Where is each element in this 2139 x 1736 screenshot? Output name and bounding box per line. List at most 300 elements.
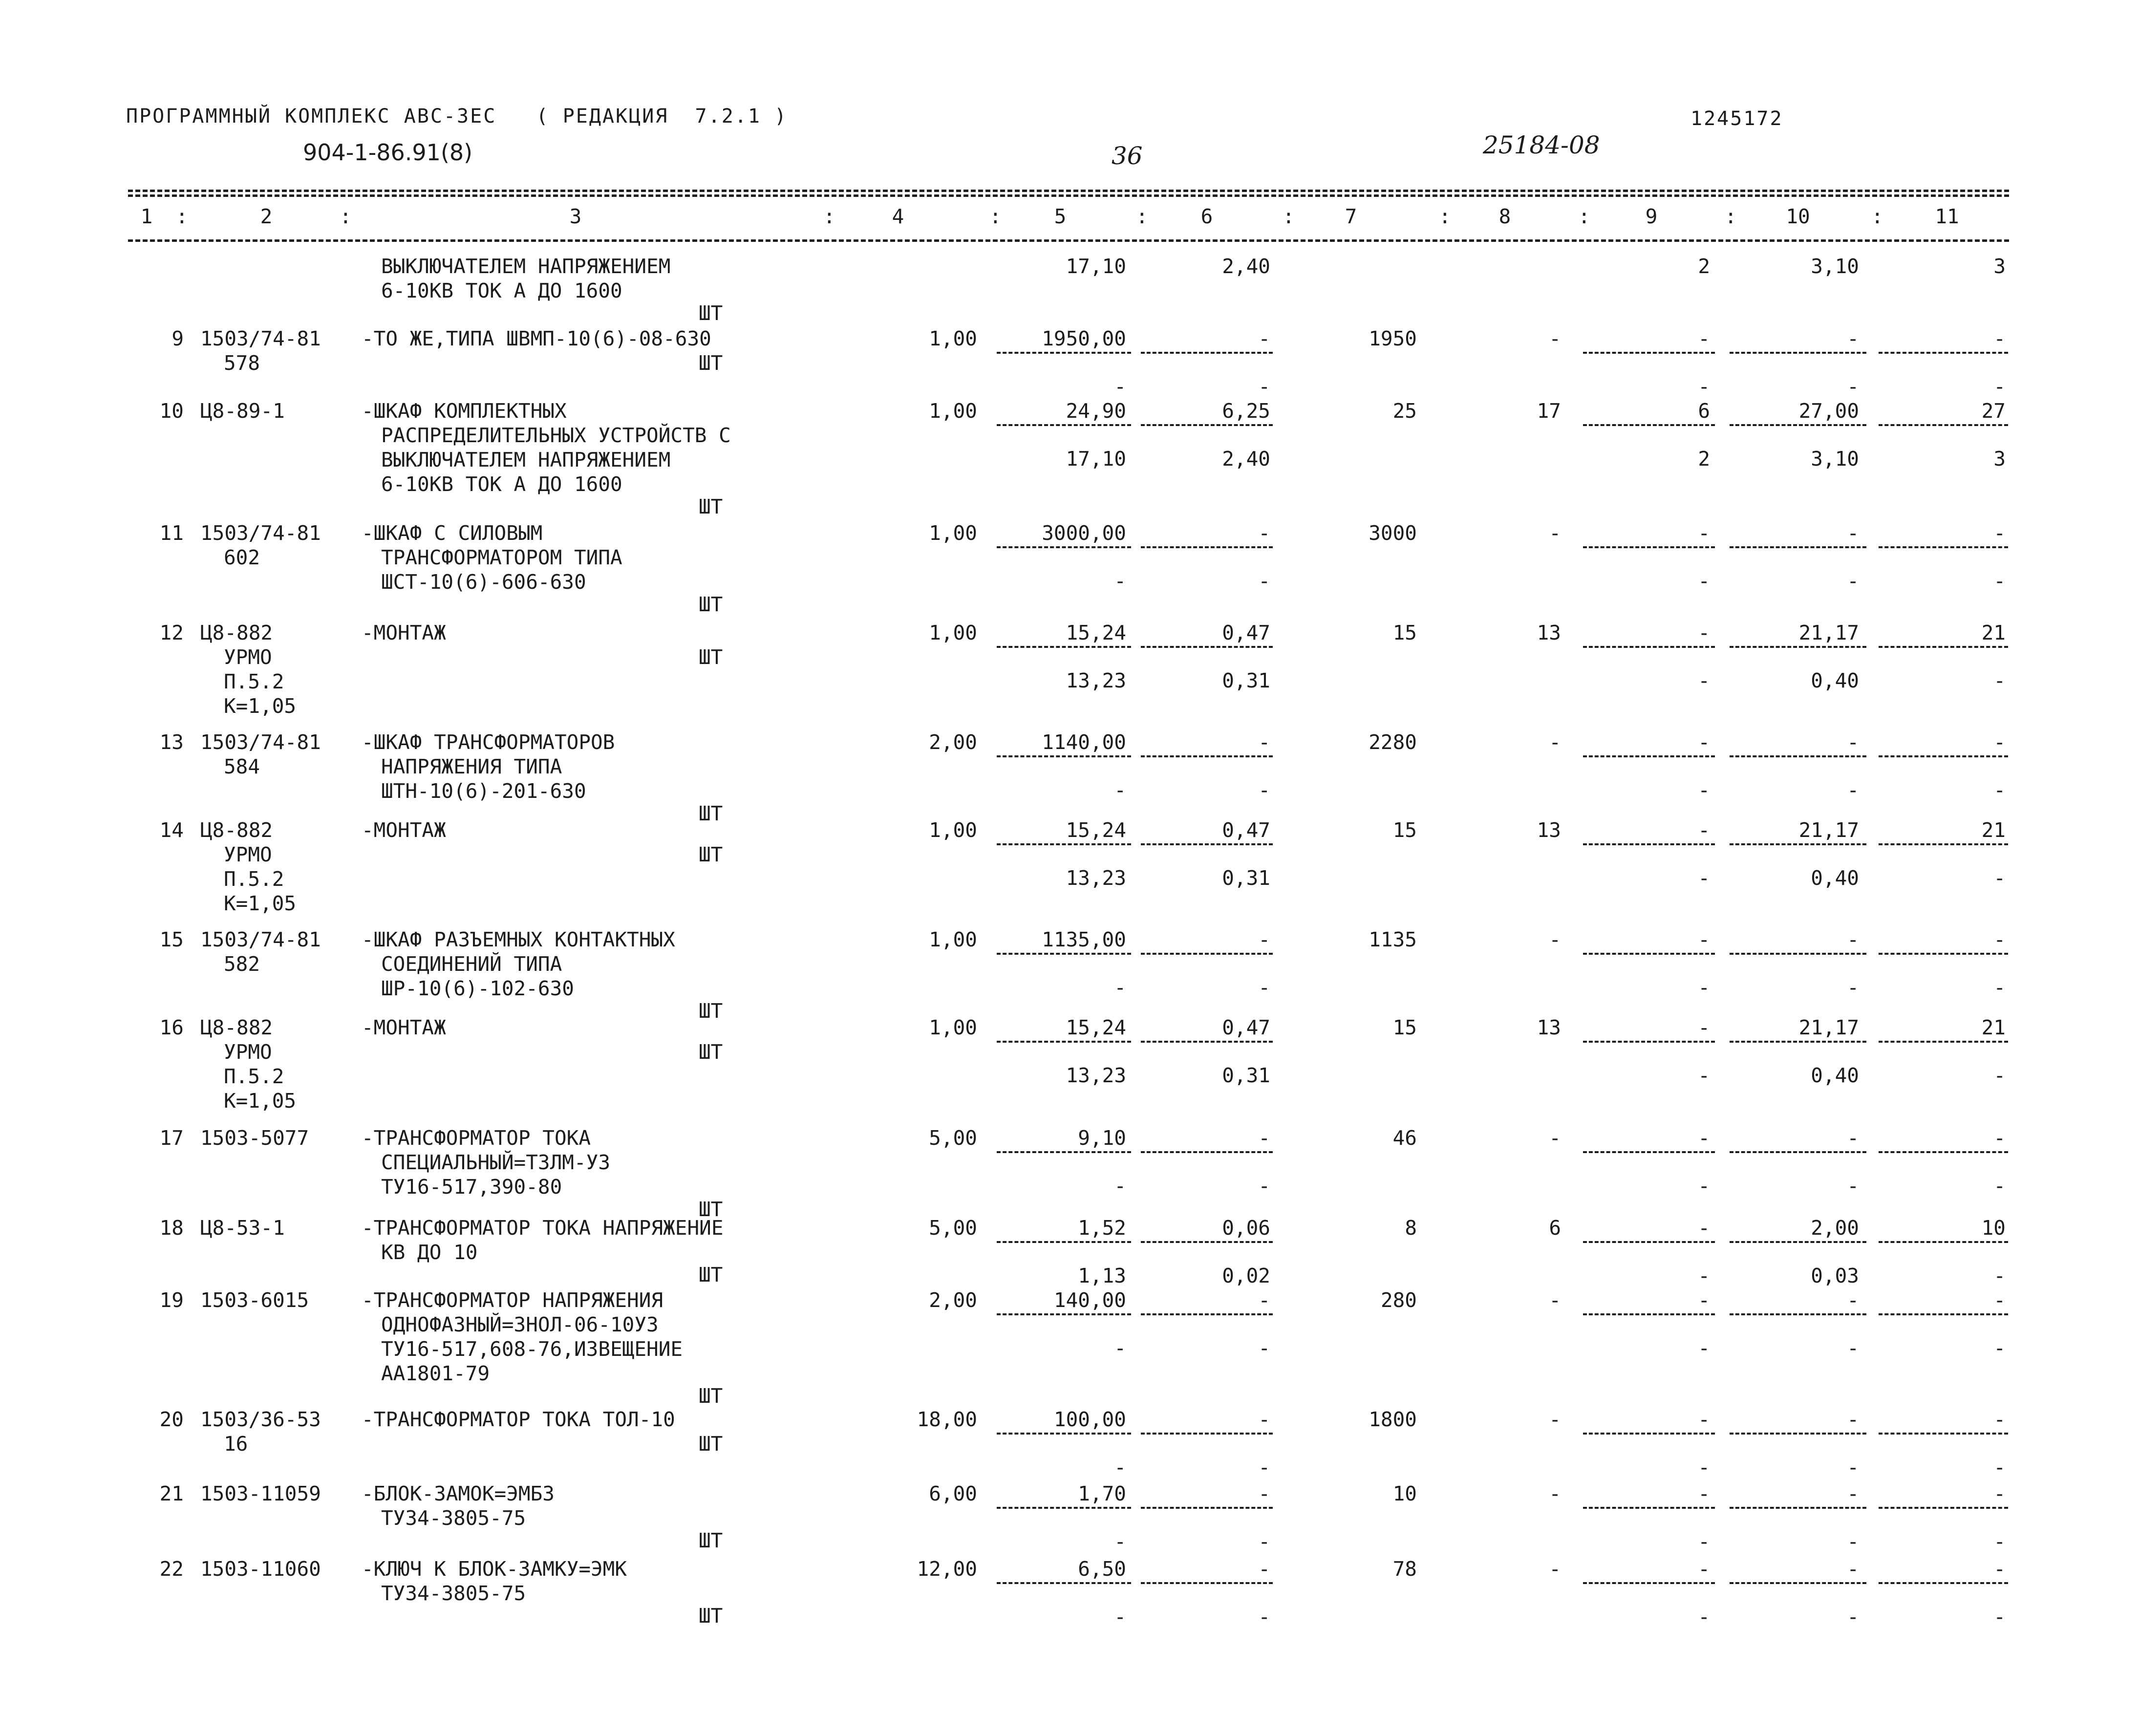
cell-unit-cost-sub: - — [1114, 1336, 1126, 1360]
cell-divider — [1730, 1507, 1866, 1509]
cell-unit-cost: 140,00 — [1053, 1288, 1126, 1312]
cell-labor-total: - — [1993, 1482, 2006, 1505]
cell-wage-cost-sub: - — [1258, 1530, 1270, 1553]
row-number: 11 — [159, 521, 184, 545]
cell-divider — [1879, 646, 2008, 648]
cell-labor-unit: - — [1847, 1482, 1859, 1505]
cell-labor-total-sub: 3 — [1993, 447, 2006, 471]
row-description: -КЛЮЧ К БЛОК-ЗАМКУ=ЭМК — [362, 1557, 627, 1581]
cell-labor-unit: - — [1847, 521, 1859, 545]
cell-divider — [1583, 953, 1715, 955]
row-unit: ШТ — [699, 1040, 723, 1064]
row-code: УРМО — [224, 843, 272, 866]
column-header-6: 6 — [1200, 205, 1213, 228]
cell-wage-cost: - — [1258, 1557, 1270, 1581]
row-code: Ц8-53-1 — [200, 1216, 285, 1240]
cell-divider — [997, 1507, 1131, 1509]
row-code: 584 — [224, 755, 260, 778]
column-header-10: 10 — [1786, 205, 1810, 228]
cell-total-wage: - — [1549, 1482, 1561, 1505]
cell-labor-sub: - — [1698, 976, 1710, 999]
cell-labor: - — [1698, 1126, 1710, 1150]
cell-labor-total: - — [1993, 1288, 2006, 1312]
row-code: 1503/74-81 — [200, 928, 321, 951]
cell-labor-total: - — [1993, 1126, 2006, 1150]
row-description: -ТРАНСФОРМАТОР НАПРЯЖЕНИЯ — [362, 1288, 663, 1312]
cell-total-wage: - — [1549, 1408, 1561, 1431]
cell-divider — [997, 352, 1131, 354]
cell-divider — [1141, 1433, 1273, 1435]
row-code: К=1,05 — [224, 1089, 297, 1113]
row-unit: ШТ — [699, 495, 723, 518]
row-unit: ШТ — [699, 999, 723, 1023]
cell-unit-cost: 1,52 — [1078, 1216, 1126, 1240]
cell-divider — [1730, 1313, 1866, 1315]
cell-unit-cost-sub: - — [1114, 569, 1126, 593]
column-separator: : — [989, 205, 1002, 228]
cell-labor-total-sub: - — [1993, 1264, 2006, 1287]
cell-divider — [1583, 1241, 1715, 1243]
cell-total-cost: 25 — [1392, 399, 1417, 423]
cell-labor-total: - — [1993, 1557, 2006, 1581]
row-code: 16 — [224, 1432, 248, 1456]
cell-total-wage: - — [1549, 730, 1561, 754]
cell-divider — [1730, 424, 1866, 426]
cell-divider — [1583, 1151, 1715, 1153]
row-code: Ц8-89-1 — [200, 399, 285, 423]
cell-wage-cost: 0,47 — [1222, 621, 1270, 644]
cell-quantity: 5,00 — [929, 1216, 977, 1240]
header-rule-bottom — [128, 239, 2009, 242]
cell-labor-sub: - — [1698, 1264, 1710, 1287]
cell-labor: - — [1698, 327, 1710, 350]
cell-labor-total: 21 — [1981, 1016, 2006, 1039]
cell-divider — [1879, 352, 2008, 354]
row-code: К=1,05 — [224, 892, 297, 915]
cell-total-wage: - — [1549, 1557, 1561, 1581]
cell-wage-cost-sub: 2,40 — [1222, 255, 1270, 278]
cell-total-cost: 1950 — [1369, 327, 1417, 350]
cell-labor-total-sub: - — [1993, 1605, 2006, 1629]
cell-labor: - — [1698, 1482, 1710, 1505]
row-number: 20 — [159, 1408, 184, 1431]
row-description: ОДНОФАЗНЫЙ=ЗНОЛ-06-10У3 — [381, 1313, 659, 1336]
cell-labor-sub: 2 — [1698, 447, 1710, 471]
program-title: ПРОГРАММНЫЙ КОМПЛЕКС АВС-3ЕС ( РЕДАКЦИЯ 7.2.1 ) — [126, 105, 788, 128]
page-number: 36 — [1112, 142, 1143, 170]
cell-quantity: 1,00 — [929, 621, 977, 644]
cell-labor-unit-sub: - — [1847, 375, 1859, 398]
cell-labor: - — [1698, 1557, 1710, 1581]
cell-wage-cost: - — [1258, 327, 1270, 350]
cell-labor: - — [1698, 730, 1710, 754]
row-code: П.5.2 — [224, 1065, 284, 1088]
row-unit: ШТ — [699, 645, 723, 669]
cell-total-cost: 1135 — [1369, 928, 1417, 951]
cell-unit-cost: 1140,00 — [1042, 730, 1126, 754]
cell-divider — [1583, 646, 1715, 648]
row-code: 1503-6015 — [200, 1288, 309, 1312]
cell-divider — [1141, 1151, 1273, 1153]
cell-total-cost: 280 — [1380, 1288, 1417, 1312]
cell-labor-unit-sub: - — [1847, 569, 1859, 593]
cell-labor-unit-sub: - — [1847, 976, 1859, 999]
cell-quantity: 1,00 — [929, 327, 977, 350]
header-rule-top — [128, 190, 2009, 192]
row-unit: ШТ — [699, 1198, 723, 1221]
cell-labor-total-sub: - — [1993, 669, 2006, 692]
cell-wage-cost: - — [1258, 521, 1270, 545]
row-description: -ШКАФ РАЗЪЕМНЫХ КОНТАКТНЫХ — [362, 928, 675, 951]
row-description: -ШКАФ КОМПЛЕКТНЫХ — [362, 399, 567, 423]
row-unit: ШТ — [699, 301, 723, 325]
row-description: СОЕДИНЕНИЙ ТИПА — [381, 952, 562, 976]
column-header-3: 3 — [569, 205, 582, 228]
row-number: 10 — [159, 399, 184, 423]
cell-total-wage: - — [1549, 1126, 1561, 1150]
cell-divider — [997, 1433, 1131, 1435]
row-unit: ШТ — [699, 351, 723, 375]
row-number: 16 — [159, 1016, 184, 1039]
cell-total-cost: 15 — [1392, 1016, 1417, 1039]
cell-labor-sub: - — [1698, 866, 1710, 890]
column-header-2: 2 — [260, 205, 273, 228]
row-description: -ТРАНСФОРМАТОР ТОКА НАПРЯЖЕНИЕ — [362, 1216, 724, 1240]
row-description: ШР-10(6)-102-630 — [381, 977, 574, 1000]
cell-wage-cost: 0,06 — [1222, 1216, 1270, 1240]
cell-unit-cost: 3000,00 — [1042, 521, 1126, 545]
cell-unit-cost: 6,50 — [1078, 1557, 1126, 1581]
row-number: 13 — [159, 730, 184, 754]
cell-labor-sub: 2 — [1698, 255, 1710, 278]
column-separator: : — [823, 205, 835, 228]
cell-labor-unit: - — [1847, 327, 1859, 350]
cell-total-cost: 78 — [1392, 1557, 1417, 1581]
cell-wage-cost-sub: - — [1258, 1605, 1270, 1629]
cell-total-cost: 46 — [1392, 1126, 1417, 1150]
cell-divider — [1730, 646, 1866, 648]
column-header-9: 9 — [1645, 205, 1658, 228]
cell-labor: - — [1698, 1016, 1710, 1039]
cell-labor-unit-sub: - — [1847, 1605, 1859, 1629]
cell-wage-cost-sub: - — [1258, 1456, 1270, 1479]
cell-wage-cost-sub: - — [1258, 778, 1270, 802]
cell-unit-cost-sub: - — [1114, 1456, 1126, 1479]
cell-labor-total-sub: 3 — [1993, 255, 2006, 278]
cell-unit-cost: 1135,00 — [1042, 928, 1126, 951]
cell-labor-total-sub: - — [1993, 866, 2006, 890]
cell-total-wage: 6 — [1549, 1216, 1561, 1240]
cell-labor-unit-sub: 3,10 — [1811, 255, 1859, 278]
cell-wage-cost-sub: 0,02 — [1222, 1264, 1270, 1287]
cell-labor-sub: - — [1698, 1064, 1710, 1087]
row-code: 1503-11060 — [200, 1557, 321, 1581]
column-header-5: 5 — [1054, 205, 1067, 228]
row-description: ТУ16-517,390-80 — [381, 1175, 562, 1199]
cell-labor-unit-sub: - — [1847, 1530, 1859, 1553]
cell-labor-unit: 2,00 — [1811, 1216, 1859, 1240]
cell-labor-total-sub: - — [1993, 1064, 2006, 1087]
column-header-4: 4 — [892, 205, 904, 228]
cell-wage-cost-sub: - — [1258, 569, 1270, 593]
cell-divider — [1879, 1151, 2008, 1153]
cell-labor-total: - — [1993, 730, 2006, 754]
cell-unit-cost: 1,70 — [1078, 1482, 1126, 1505]
cell-divider — [1730, 352, 1866, 354]
cell-labor-unit-sub: - — [1847, 778, 1859, 802]
row-code: Ц8-882 — [200, 818, 273, 842]
cell-labor-total-sub: - — [1993, 976, 2006, 999]
row-description: -МОНТАЖ — [362, 818, 446, 842]
cell-labor-unit-sub: - — [1847, 1336, 1859, 1360]
cell-divider — [1879, 1313, 2008, 1315]
row-number: 9 — [171, 327, 184, 350]
cell-unit-cost-sub: - — [1114, 1605, 1126, 1629]
cell-wage-cost-sub: 0,31 — [1222, 669, 1270, 692]
cell-labor-total: - — [1993, 1408, 2006, 1431]
cell-wage-cost: 6,25 — [1222, 399, 1270, 423]
row-code: Ц8-882 — [200, 1016, 273, 1039]
row-code: 1503/74-81 — [200, 730, 321, 754]
cell-divider — [1879, 1582, 2008, 1584]
cell-wage-cost: 0,47 — [1222, 1016, 1270, 1039]
cell-divider — [1141, 1507, 1273, 1509]
cell-labor-sub: - — [1698, 669, 1710, 692]
cell-divider — [1730, 1041, 1866, 1043]
row-number: 19 — [159, 1288, 184, 1312]
cell-labor-unit: - — [1847, 1288, 1859, 1312]
cell-unit-cost-sub: 17,10 — [1066, 255, 1126, 278]
cell-divider — [1141, 646, 1273, 648]
cell-total-wage: 17 — [1537, 399, 1561, 423]
cell-divider — [997, 1151, 1131, 1153]
cell-unit-cost-sub: 1,13 — [1078, 1264, 1126, 1287]
cell-unit-cost-sub: 17,10 — [1066, 447, 1126, 471]
row-unit: ШТ — [699, 1604, 723, 1628]
cell-divider — [1730, 1433, 1866, 1435]
row-code: 1503/36-53 — [200, 1408, 321, 1431]
row-number: 21 — [159, 1482, 184, 1505]
row-code: 582 — [224, 952, 260, 976]
row-description: -БЛОК-ЗАМОК=ЭМБЗ — [362, 1482, 555, 1505]
cell-labor-total: 10 — [1981, 1216, 2006, 1240]
cell-divider — [1879, 1241, 2008, 1243]
cell-divider — [1141, 546, 1273, 548]
cell-quantity: 1,00 — [929, 521, 977, 545]
cell-wage-cost: - — [1258, 730, 1270, 754]
cell-labor: - — [1698, 928, 1710, 951]
cell-unit-cost: 9,10 — [1078, 1126, 1126, 1150]
row-number: 18 — [159, 1216, 184, 1240]
cell-divider — [1583, 843, 1715, 845]
cell-quantity: 1,00 — [929, 818, 977, 842]
cell-divider — [997, 646, 1131, 648]
row-code: УРМО — [224, 1040, 272, 1064]
row-description: -МОНТАЖ — [362, 621, 446, 644]
cell-labor-sub: - — [1698, 375, 1710, 398]
cell-divider — [997, 953, 1131, 955]
cell-labor-unit-sub: 0,03 — [1811, 1264, 1859, 1287]
cell-divider — [997, 1582, 1131, 1584]
cell-divider — [1879, 1041, 2008, 1043]
cell-labor-unit: 27,00 — [1798, 399, 1859, 423]
row-unit: ШТ — [699, 802, 723, 825]
cell-divider — [1730, 843, 1866, 845]
cell-divider — [1879, 953, 2008, 955]
cell-quantity: 2,00 — [929, 730, 977, 754]
cell-labor: - — [1698, 1216, 1710, 1240]
cell-labor-total: 27 — [1981, 399, 2006, 423]
cell-divider — [1141, 1313, 1273, 1315]
cell-total-cost: 8 — [1405, 1216, 1417, 1240]
cell-labor: - — [1698, 621, 1710, 644]
row-description: АА1801-79 — [381, 1362, 490, 1385]
cell-divider — [1730, 1241, 1866, 1243]
cell-labor-total-sub: - — [1993, 778, 2006, 802]
cell-quantity: 1,00 — [929, 399, 977, 423]
cell-labor: 6 — [1698, 399, 1710, 423]
cell-unit-cost-sub: - — [1114, 1174, 1126, 1198]
column-header-1: 1 — [140, 205, 153, 228]
cell-divider — [1879, 424, 2008, 426]
row-description: ШСТ-10(6)-606-630 — [381, 570, 586, 594]
cell-labor: - — [1698, 1408, 1710, 1431]
cell-divider — [1730, 1582, 1866, 1584]
cell-divider — [1583, 1313, 1715, 1315]
cell-unit-cost-sub: 13,23 — [1066, 1064, 1126, 1087]
cell-labor-sub: - — [1698, 1174, 1710, 1198]
row-description: 6-10КВ ТОК А ДО 1600 — [381, 472, 622, 496]
cell-labor-total: - — [1993, 327, 2006, 350]
cell-unit-cost-sub: - — [1114, 1530, 1126, 1553]
cell-wage-cost: - — [1258, 928, 1270, 951]
cell-labor: - — [1698, 818, 1710, 842]
cell-divider — [1583, 1041, 1715, 1043]
cell-labor-total-sub: - — [1993, 1336, 2006, 1360]
column-separator: : — [1578, 205, 1590, 228]
cell-labor: - — [1698, 1288, 1710, 1312]
cell-total-cost: 15 — [1392, 818, 1417, 842]
cell-labor-total-sub: - — [1993, 1174, 2006, 1198]
column-separator: : — [1136, 205, 1148, 228]
row-description: -МОНТАЖ — [362, 1016, 446, 1039]
cell-divider — [1583, 1433, 1715, 1435]
cell-total-wage: - — [1549, 327, 1561, 350]
cell-divider — [1879, 755, 2008, 757]
row-unit: ШТ — [699, 1432, 723, 1456]
cell-divider — [1879, 1507, 2008, 1509]
cell-labor-unit: 21,17 — [1798, 1016, 1859, 1039]
cell-total-cost: 3000 — [1369, 521, 1417, 545]
cell-wage-cost-sub: 0,31 — [1222, 1064, 1270, 1087]
column-header-11: 11 — [1935, 205, 1959, 228]
cell-divider — [1879, 1433, 2008, 1435]
cell-labor-sub: - — [1698, 778, 1710, 802]
cell-labor-unit-sub: 0,40 — [1811, 1064, 1859, 1087]
row-code: 578 — [224, 351, 260, 375]
row-description: ТУ16-517,608-76,ИЗВЕЩЕНИЕ — [381, 1337, 683, 1361]
cell-total-cost: 2280 — [1369, 730, 1417, 754]
cell-labor-unit: - — [1847, 928, 1859, 951]
cell-unit-cost-sub: 13,23 — [1066, 866, 1126, 890]
cell-unit-cost: 15,24 — [1066, 1016, 1126, 1039]
cell-quantity: 1,00 — [929, 1016, 977, 1039]
cell-labor-unit-sub: 0,40 — [1811, 669, 1859, 692]
row-unit: ШТ — [699, 1529, 723, 1552]
cell-unit-cost: 15,24 — [1066, 818, 1126, 842]
row-code: К=1,05 — [224, 694, 297, 718]
cell-wage-cost: - — [1258, 1288, 1270, 1312]
row-description: ТУ34-3805-75 — [381, 1582, 526, 1605]
cell-divider — [1583, 546, 1715, 548]
cell-labor-total: - — [1993, 928, 2006, 951]
cell-labor-sub: - — [1698, 1456, 1710, 1479]
column-separator: : — [1725, 205, 1737, 228]
cell-labor-unit: 21,17 — [1798, 621, 1859, 644]
cell-divider — [1141, 953, 1273, 955]
cell-quantity: 1,00 — [929, 928, 977, 951]
cell-labor-unit: - — [1847, 730, 1859, 754]
cell-divider — [1141, 755, 1273, 757]
cell-labor-total: 21 — [1981, 818, 2006, 842]
cell-labor-unit-sub: 3,10 — [1811, 447, 1859, 471]
row-unit: ШТ — [699, 843, 723, 866]
row-code: 1503/74-81 — [200, 521, 321, 545]
document-id: 1245172 — [1690, 107, 1783, 130]
cell-quantity: 18,00 — [917, 1408, 977, 1431]
cell-labor-total-sub: - — [1993, 569, 2006, 593]
cell-total-wage: - — [1549, 928, 1561, 951]
row-description: -ТО ЖЕ,ТИПА ШВМП-10(6)-08-630 — [362, 327, 711, 350]
row-number: 15 — [159, 928, 184, 951]
cell-labor-unit: - — [1847, 1557, 1859, 1581]
cell-divider — [1141, 843, 1273, 845]
cell-divider — [1730, 755, 1866, 757]
cell-divider — [1141, 1241, 1273, 1243]
cell-labor-unit-sub: - — [1847, 1456, 1859, 1479]
column-separator: : — [340, 205, 352, 228]
cell-wage-cost-sub: - — [1258, 976, 1270, 999]
cell-unit-cost-sub: 13,23 — [1066, 669, 1126, 692]
project-code: 904-1-86.91(8) — [303, 139, 473, 166]
cell-wage-cost: - — [1258, 1126, 1270, 1150]
cell-unit-cost-sub: - — [1114, 375, 1126, 398]
cell-divider — [997, 1313, 1131, 1315]
cell-divider — [997, 755, 1131, 757]
cell-labor-unit: - — [1847, 1408, 1859, 1431]
column-separator: : — [1283, 205, 1295, 228]
cell-labor-sub: - — [1698, 1605, 1710, 1629]
cell-wage-cost: 0,47 — [1222, 818, 1270, 842]
row-code: 1503-5077 — [200, 1126, 309, 1150]
cell-divider — [1730, 1151, 1866, 1153]
cell-labor-total: - — [1993, 521, 2006, 545]
column-separator: : — [1439, 205, 1451, 228]
cell-labor-total-sub: - — [1993, 375, 2006, 398]
cell-total-cost: 15 — [1392, 621, 1417, 644]
row-description: 6-10КВ ТОК А ДО 1600 — [381, 279, 622, 302]
cell-labor-unit: 21,17 — [1798, 818, 1859, 842]
cell-divider — [1583, 352, 1715, 354]
row-number: 17 — [159, 1126, 184, 1150]
cell-wage-cost: - — [1258, 1482, 1270, 1505]
row-number: 14 — [159, 818, 184, 842]
row-description: -ШКАФ С СИЛОВЫМ — [362, 521, 543, 545]
cell-unit-cost: 24,90 — [1066, 399, 1126, 423]
cell-wage-cost-sub: - — [1258, 375, 1270, 398]
cell-divider — [1141, 424, 1273, 426]
column-header-7: 7 — [1345, 205, 1357, 228]
